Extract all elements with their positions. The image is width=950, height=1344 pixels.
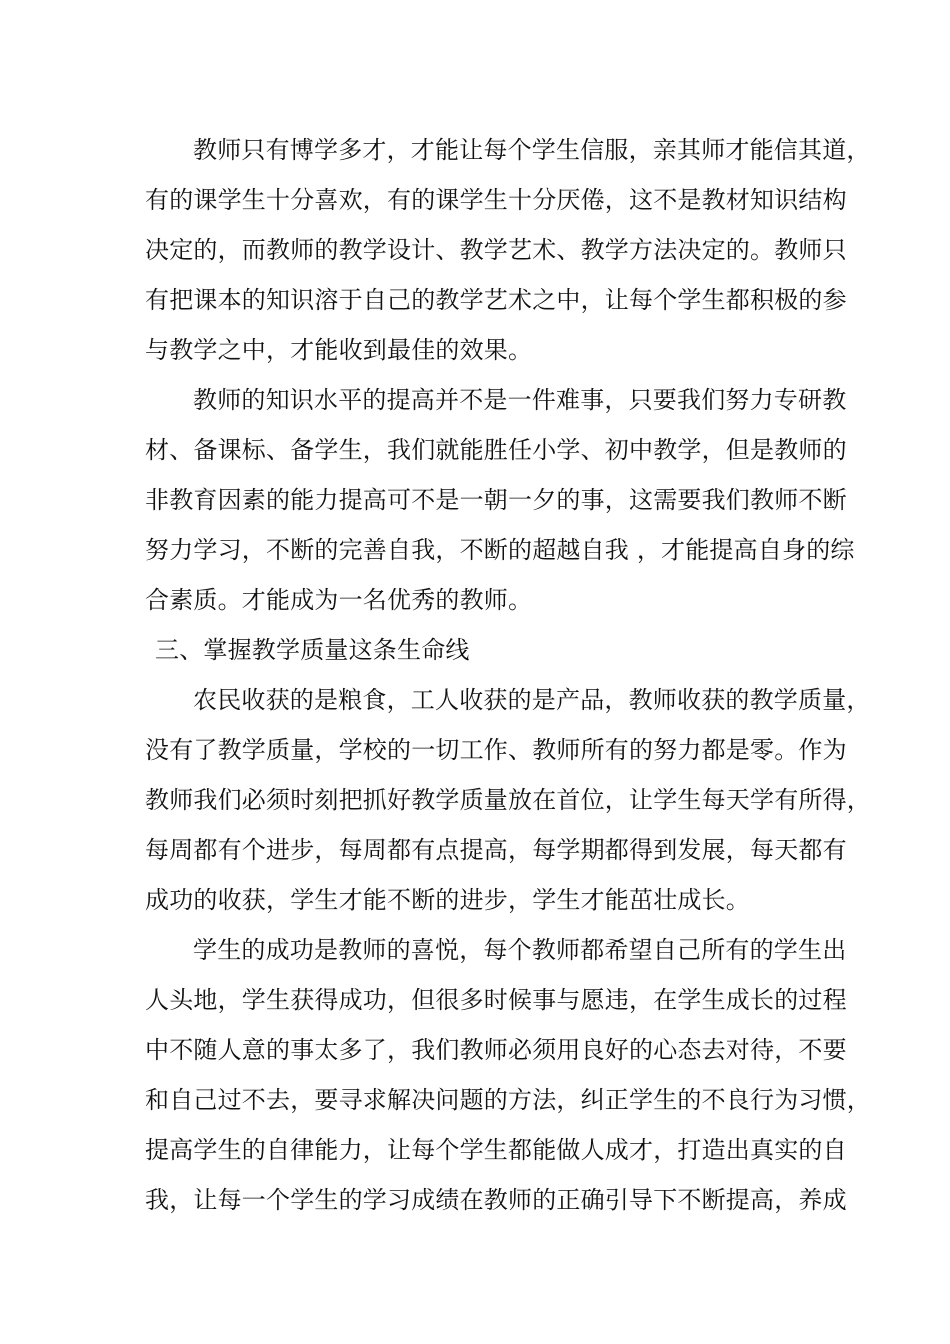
paragraph-line: 有把课本的知识溶于自己的教学艺术之中，让每个学生都积极的参 bbox=[145, 286, 847, 314]
paragraph-line: 农民收获的是粮食，工人收获的是产品，教师收获的教学质量， bbox=[193, 686, 871, 714]
paragraph-line: 努力学习，不断的完善自我，不断的超越自我 ，才能提高自身的综 bbox=[145, 536, 855, 564]
paragraph-line: 学生的成功是教师的喜悦，每个教师都希望自己所有的学生出 bbox=[193, 936, 847, 964]
paragraph-line: 与教学之中，才能收到最佳的效果。 bbox=[145, 336, 533, 364]
paragraph-line: 非教育因素的能力提高可不是一朝一夕的事，这需要我们教师不断 bbox=[145, 486, 847, 514]
paragraph-line: 材、备课标、备学生，我们就能胜任小学、初中教学，但是教师的 bbox=[145, 436, 847, 464]
paragraph-line: 提高学生的自律能力，让每个学生都能做人成才，打造出真实的自 bbox=[145, 1136, 847, 1164]
paragraph-line: 合素质。才能成为一名优秀的教师。 bbox=[145, 586, 533, 614]
paragraph-line: 和自己过不去，要寻求解决问题的方法，纠正学生的不良行为习惯， bbox=[145, 1086, 871, 1114]
paragraph-line: 教师的知识水平的提高并不是一件难事，只要我们努力专研教 bbox=[193, 386, 847, 414]
paragraph-line: 成功的收获，学生才能不断的进步，学生才能茁壮成长。 bbox=[145, 886, 750, 914]
paragraph-line: 教师我们必须时刻把抓好教学质量放在首位，让学生每天学有所得， bbox=[145, 786, 871, 814]
paragraph-line: 决定的，而教师的教学设计、教学艺术、教学方法决定的。教师只 bbox=[145, 236, 847, 264]
paragraph-line: 有的课学生十分喜欢，有的课学生十分厌倦，这不是教材知识结构 bbox=[145, 186, 847, 214]
paragraph-line: 没有了教学质量，学校的一切工作、教师所有的努力都是零。作为 bbox=[145, 736, 847, 764]
paragraph-line: 中不随人意的事太多了，我们教师必须用良好的心态去对待，不要 bbox=[145, 1036, 847, 1064]
paragraph-line: 人头地，学生获得成功，但很多时候事与愿违，在学生成长的过程 bbox=[145, 986, 847, 1014]
paragraph-line: 我，让每一个学生的学习成绩在教师的正确引导下不断提高，养成 bbox=[145, 1186, 847, 1214]
paragraph-line: 每周都有个进步，每周都有点提高，每学期都得到发展，每天都有 bbox=[145, 836, 847, 864]
paragraph-line: 教师只有博学多才，才能让每个学生信服，亲其师才能信其道， bbox=[193, 136, 871, 164]
section-heading: 三、掌握教学质量这条生命线 bbox=[155, 636, 470, 664]
